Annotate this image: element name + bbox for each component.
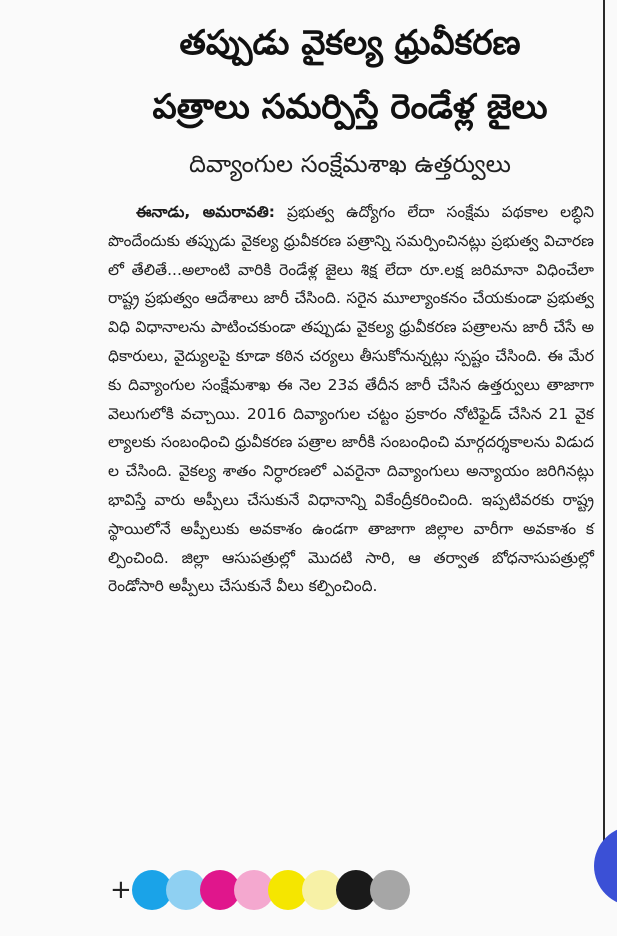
headline-line-1: తప్పుడు వైకల్య ధ్రువీకరణ [179,23,521,63]
article-body-text: ప్రభుత్వ ఉద్యోగం లేదా సంక్షేమ పథకాల లబ్ధిని పొందేందుకు తప్పుడు వైకల్య ధ్రువీకరణ పత్రాన్ని సమర్పించినట్లు ప్రభుత్వ విచారణలో తేలితే...అలాంటి వారికి రెండేళ్ల జైలు శిక్ష లేదా రూ.లక్ష జరిమానా విధించేలా రాష్ట్ర ప్రభుత్వం ఆదేశాలు జారీ చేసింది. సరైన మూల్యాంకనం చేయకుండా ప్రభుత్వ విధి విధానాలను పాటించకుండా తప్పుడు వైకల్య ధ్రువీకరణ పత్రాలను జారీ చేసే అధికారులు, వైద్యులపై కూడా కఠిన చర్యలు తీసుకోనున్నట్లు స్పష్టం చేసింది. ఈ మేరకు దివ్యాంగుల సంక్షేమశాఖ ఈ నెల 23వ తేదీన జారీ చేసిన ఉత్తర్వులు తాజాగా వెలుగులోకి వచ్చాయి. 2016 దివ్యాంగుల చట్టం ప్రకారం నోటిఫైడ్ చేసిన 21 వైకల్యాలకు సంబంధించి ధ్రువీకరణ పత్రాల జారీకి సంబంధించి మార్గదర్శకాలను విడుదల చేసింది. వైకల్య శాతం నిర్ధారణలో ఎవరైనా దివ్యాంగులు అన్యాయం జరిగినట్లు భావిస్తే వారు అప్పీలు చేసుకునే విధానాన్ని వికేంద్రీకరించింది. ఇప్పటివరకు రాష్ట్రస్థాయిలోనే అప్పీలుకు అవకాశం ఉండగా తాజాగా జిల్లాల వారీగా అవకాశం కల్పించింది. జిల్లా ఆసుపత్రుల్లో మొదటి సారి, ఆ తర్వాత బోధనాసుపత్రుల్లో రెండోసారి అప్పీలు చేసుకునే వీలు కల్పించింది. [108,203,595,596]
headline-line-2: పత్రాలు సమర్పిస్తే రెండేళ్ల జైలు [152,87,548,127]
subheadline: దివ్యాంగుల సంక్షేమశాఖ ఉత్తర్వులు [189,150,511,178]
article-body [108,198,594,601]
registration-mark: + [110,875,132,905]
floating-action-button[interactable] [594,826,617,906]
swatch-gray [370,870,410,910]
dateline: ఈనాడు, అమరావతి: [136,203,275,221]
column-rule [603,0,605,845]
print-color-bar [110,868,410,912]
